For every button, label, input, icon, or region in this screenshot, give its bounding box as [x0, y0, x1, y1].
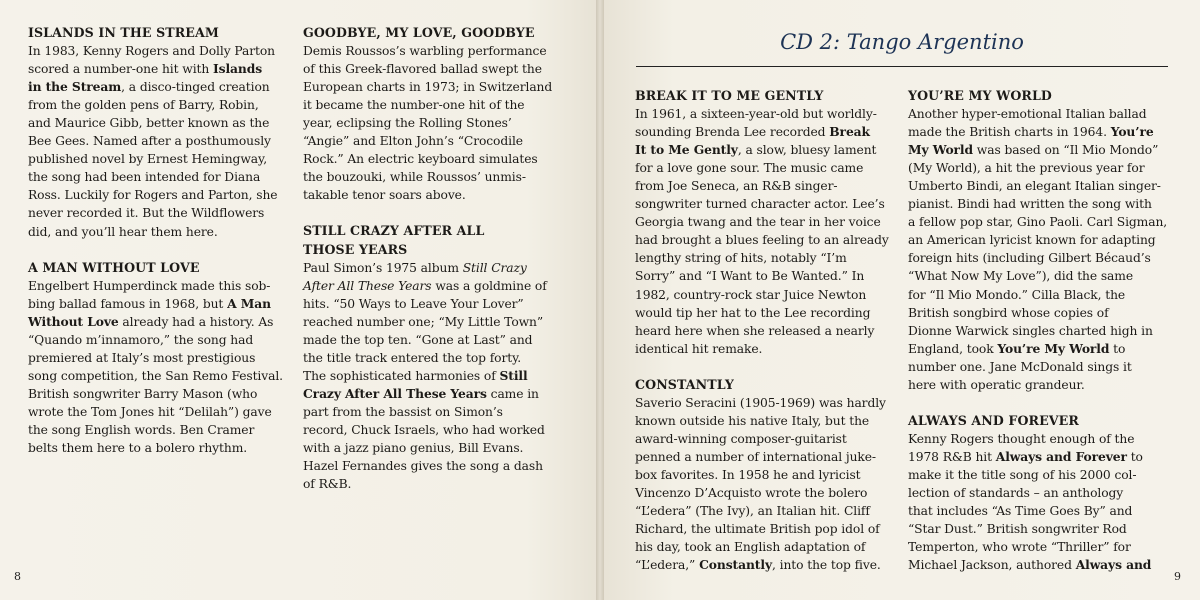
- text-line: Umberto Bindi, an elegant Italian singer-: [908, 179, 1161, 194]
- text-line: Saverio Seracini (1905-1969) was hardly: [635, 395, 886, 410]
- text-line: “Angie” and Elton John’s “Crocodile: [303, 134, 523, 149]
- text-line: wrote the Tom Jones hit “Delilah”) gave: [28, 404, 272, 419]
- text-line: award-winning composer-guitarist: [635, 431, 847, 446]
- text-line: a fellow pop star, Gino Paoli. Carl Sigman,: [908, 215, 1168, 230]
- text-line: year, eclipsing the Rolling Stones’: [303, 116, 512, 131]
- text-line: Georgia twang and the tear in her voice: [635, 215, 881, 230]
- text-line: the song had been intended for Diana: [28, 170, 261, 185]
- text-line: of R&B.: [303, 477, 352, 492]
- book-gutter: [596, 0, 604, 600]
- text-line: reached number one; “My Little Town”: [303, 314, 544, 329]
- text-line: After All These Years was a goldmine of: [303, 278, 547, 293]
- text-line: part from the bassist on Simon’s: [303, 404, 503, 419]
- text-line: the song English words. Ben Cramer: [28, 422, 255, 437]
- text-line: Engelbert Humperdinck made this sob-: [28, 278, 271, 293]
- text-line: here with operatic grandeur.: [908, 377, 1085, 392]
- text-line: known outside his native Italy, but the: [635, 413, 870, 428]
- text-line: published novel by Ernest Hemingway,: [28, 152, 268, 167]
- text-line: Temperton, who wrote “Thriller” for: [908, 540, 1131, 555]
- text-line: would tip her hat to the Lee recording: [635, 305, 871, 320]
- text-line: in the Stream, a disco-tinged creation: [28, 79, 270, 95]
- text-line: “Star Dust.” British songwriter Rod: [908, 522, 1127, 537]
- text-line: from Joe Seneca, an R&B singer-: [635, 179, 838, 194]
- text-line: Paul Simon’s 1975 album Still Crazy: [303, 260, 527, 275]
- page-number-right: 9: [1174, 570, 1181, 583]
- text-line: heard here when she released a nearly: [635, 323, 875, 338]
- text-line: My World was based on “Il Mio Mondo”: [908, 142, 1159, 158]
- text-line: lection of standards – an anthology: [908, 485, 1124, 500]
- text-line: In 1961, a sixteen-year-old but worldly-: [635, 107, 877, 122]
- text-line: British songbird whose copies of: [908, 305, 1109, 320]
- text-line: with a jazz piano genius, Bill Evans.: [303, 441, 524, 456]
- text-line: penned a number of international juke-: [635, 449, 876, 464]
- text-line: Kenny Rogers thought enough of the: [908, 431, 1135, 446]
- section-title-goodbye-my-love-goodbye: GOODBYE, MY LOVE, GOODBYE: [303, 25, 535, 40]
- text-line: The sophisticated harmonies of Still: [303, 367, 528, 383]
- text-line: songwriter turned character actor. Lee’s: [635, 197, 885, 212]
- text-line: an American lyricist known for adapting: [908, 233, 1156, 248]
- text-line: his day, took an English adaptation of: [635, 540, 866, 555]
- text-line: box favorites. In 1958 he and lyricist: [635, 467, 861, 482]
- text-line: (My World), a hit the previous year for: [908, 161, 1145, 176]
- text-line: Rock.” An electric keyboard simulates: [303, 152, 538, 167]
- header-rule: [636, 66, 1168, 67]
- text-line: hits. “50 Ways to Leave Your Lover”: [303, 296, 524, 311]
- text-line: England, took You’re My World to: [908, 340, 1126, 356]
- text-line: had brought a blues feeling to an already: [635, 233, 889, 248]
- cd-title: CD 2: Tango Argentino: [780, 30, 1024, 54]
- text-line: the bouzouki, while Roussos’ unmis-: [303, 170, 526, 185]
- text-line: record, Chuck Israels, who had worked: [303, 422, 545, 437]
- section-title-break-it-to-me-gently: BREAK IT TO ME GENTLY: [635, 88, 824, 103]
- text-line: European charts in 1973; in Switzerland: [303, 80, 553, 95]
- text-line: premiered at Italy’s most prestigious: [28, 350, 256, 365]
- text-line: Richard, the ultimate British pop idol of: [635, 522, 880, 537]
- text-line: made the top ten. “Gone at Last” and: [303, 332, 533, 347]
- text-line: Bee Gees. Named after a posthumously: [28, 134, 271, 149]
- text-line: 1982, country-rock star Juice Newton: [635, 287, 867, 302]
- section-title-a-man-without-love: A MAN WITHOUT LOVE: [28, 259, 200, 275]
- text-line: bing ballad famous in 1968, but A Man: [28, 295, 271, 311]
- text-line: identical hit remake.: [635, 341, 763, 356]
- text-line: song competition, the San Remo Festival.: [28, 368, 283, 383]
- text-line: Vincenzo D’Acquisto wrote the bolero: [635, 485, 868, 500]
- right-column-2: [908, 87, 1170, 574]
- section-title-islands-in-the-stream: ISLANDS IN THE STREAM: [28, 25, 219, 40]
- text-line: for a love gone sour. The music came: [635, 161, 864, 176]
- section-title-still-crazy: STILL CRAZY AFTER ALL: [303, 223, 485, 239]
- text-line: did, and you’ll hear them here.: [28, 224, 218, 239]
- right-column-1: [635, 87, 897, 574]
- text-line: Ross. Luckily for Rogers and Parton, she: [28, 188, 278, 203]
- text-line: “L’edera” (The Ivy), an Italian hit. Cliff: [635, 504, 870, 519]
- text-line: In 1983, Kenny Rogers and Dolly Parton: [28, 44, 275, 59]
- text-line: never recorded it. But the Wildflowers: [28, 206, 265, 221]
- text-line: Sorry” and “I Want to Be Wanted.” In: [635, 269, 865, 284]
- text-line: British songwriter Barry Mason (who: [28, 386, 258, 401]
- text-line: from the golden pens of Barry, Robin,: [28, 98, 259, 113]
- text-line: sounding Brenda Lee recorded Break: [635, 124, 870, 140]
- text-line: takable tenor soars above.: [303, 188, 466, 203]
- text-line: scored a number-one hit with Islands: [28, 61, 263, 77]
- text-line: Crazy After All These Years came in: [303, 385, 539, 401]
- text-line: number one. Jane McDonald sings it: [908, 359, 1132, 374]
- text-line: for “Il Mio Mondo.” Cilla Black, the: [908, 287, 1126, 302]
- left-column-1: [28, 24, 290, 457]
- text-line: Demis Roussos’s warbling performance: [303, 44, 547, 59]
- text-line: “Quando m’innamoro,” the song had: [28, 332, 254, 347]
- text-line: of this Greek-flavored ballad swept the: [303, 62, 542, 77]
- page-number-left: 8: [14, 570, 21, 583]
- text-line: belts them here to a bolero rhythm.: [28, 441, 248, 456]
- text-line: Hazel Fernandes gives the song a dash: [303, 459, 543, 474]
- text-line: pianist. Bindi had written the song with: [908, 197, 1152, 212]
- text-line: Without Love already had a history. As: [28, 313, 274, 329]
- text-line: foreign hits (including Gilbert Bécaud’s: [908, 251, 1151, 266]
- section-title-still-crazy-line2: THOSE YEARS: [303, 241, 408, 257]
- section-title-always-and-forever: ALWAYS AND FOREVER: [908, 412, 1079, 428]
- text-line: Dionne Warwick singles charted high in: [908, 323, 1153, 338]
- text-line: it became the number-one hit of the: [303, 98, 525, 113]
- text-line: and Maurice Gibb, better known as the: [28, 116, 270, 131]
- text-line: It to Me Gently, a slow, bluesy lament: [635, 142, 877, 158]
- text-line: 1978 R&B hit Always and Forever to: [908, 448, 1143, 464]
- left-column-2: [303, 24, 565, 493]
- text-line: the title track entered the top forty.: [303, 350, 522, 365]
- text-line: that includes “As Time Goes By” and: [908, 504, 1133, 519]
- text-line: Another hyper-emotional Italian ballad: [908, 107, 1147, 122]
- text-line: Michael Jackson, authored Always and: [908, 557, 1152, 573]
- text-line: lengthy string of hits, notably “I’m: [635, 251, 847, 266]
- text-line: “What Now My Love”), did the same: [908, 269, 1134, 284]
- text-line: made the British charts in 1964. You’re: [908, 124, 1154, 140]
- section-title-constantly: CONSTANTLY: [635, 376, 734, 392]
- text-line: make it the title song of his 2000 col-: [908, 467, 1137, 482]
- section-title-youre-my-world: YOU’RE MY WORLD: [908, 88, 1052, 103]
- text-line: “L’edera,” Constantly, into the top five.: [635, 557, 881, 573]
